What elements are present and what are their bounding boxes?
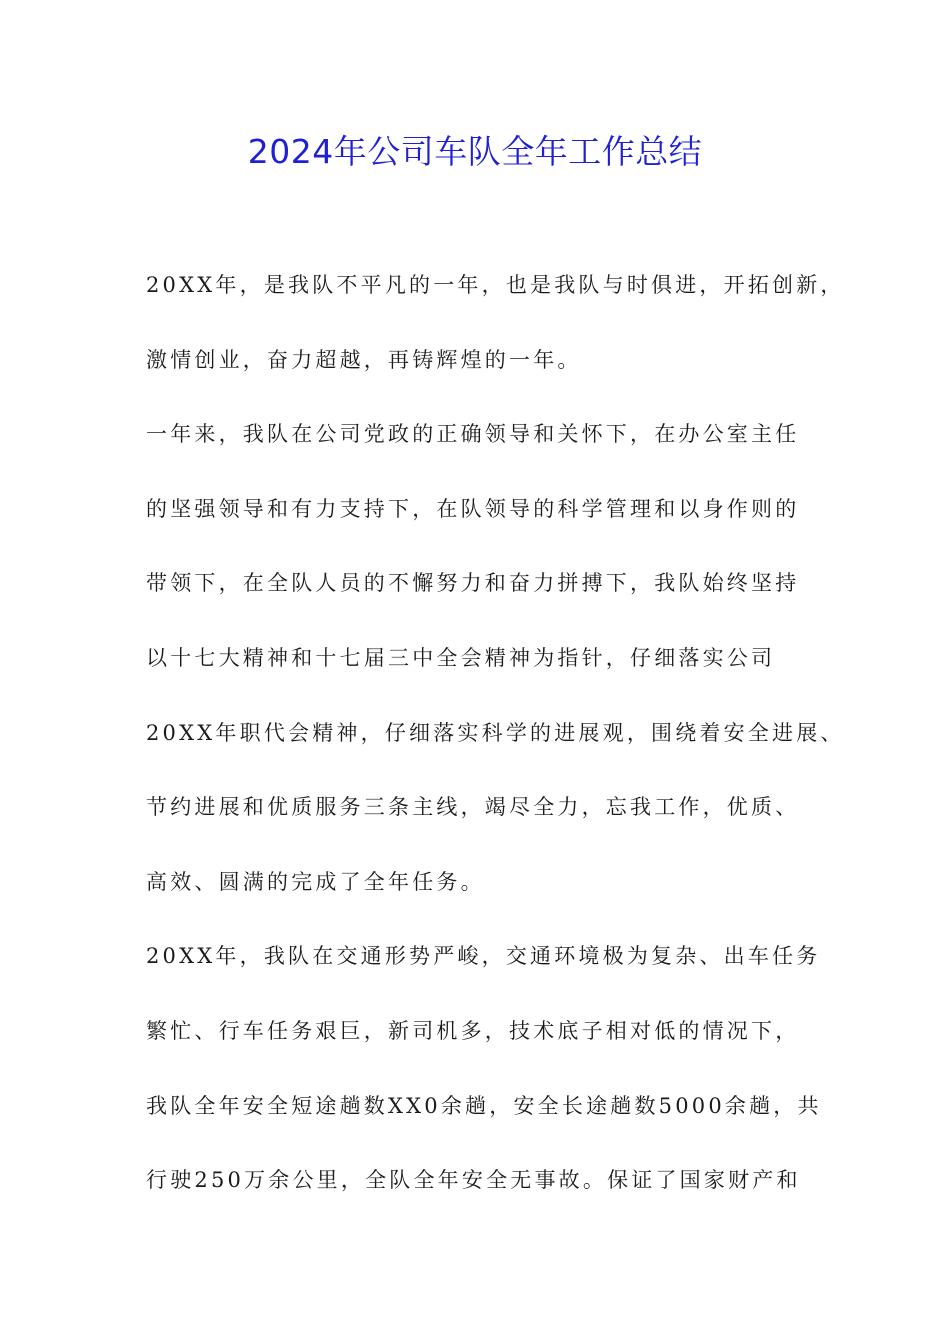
body-line: 20XX年，我队在交通形势严峻，交通环境极为复杂、出车任务 — [146, 944, 821, 969]
body-line: 节约进展和优质服务三条主线，竭尽全力，忘我工作，优质、 — [146, 795, 800, 820]
body-line: 以十七大精神和十七届三中全会精神为指针，仔细落实公司 — [146, 645, 776, 670]
body-line: 高效、圆满的完成了全年任务。 — [146, 869, 485, 894]
body-line: 一年来，我队在公司党政的正确领导和关怀下，在办公室主任 — [146, 422, 800, 447]
body-line: 的坚强领导和有力支持下，在队领导的科学管理和以身作则的 — [146, 496, 800, 521]
document-title: 2024年公司车队全年工作总结 — [247, 132, 703, 171]
body-line: 20XX年，是我队不平凡的一年，也是我队与时俱进，开拓创新， — [146, 273, 845, 297]
body-line: 带领下，在全队人员的不懈努力和奋力拼搏下，我队始终坚持 — [146, 571, 800, 596]
body-line: 20XX年职代会精神，仔细落实科学的进展观，围绕着安全进展、 — [146, 720, 845, 745]
body-line: 行驶250万余公里，全队全年安全无事故。保证了国家财产和 — [146, 1168, 801, 1193]
body-line: 激情创业，奋力超越，再铸辉煌的一年。 — [146, 347, 582, 372]
body-line: 繁忙、行车任务艰巨，新司机多，技术底子相对低的情况下， — [146, 1018, 800, 1043]
body-line: 我队全年安全短途趟数XX0余趟，安全长途趟数5000余趟，共 — [146, 1093, 822, 1118]
document-body — [146, 258, 846, 1228]
